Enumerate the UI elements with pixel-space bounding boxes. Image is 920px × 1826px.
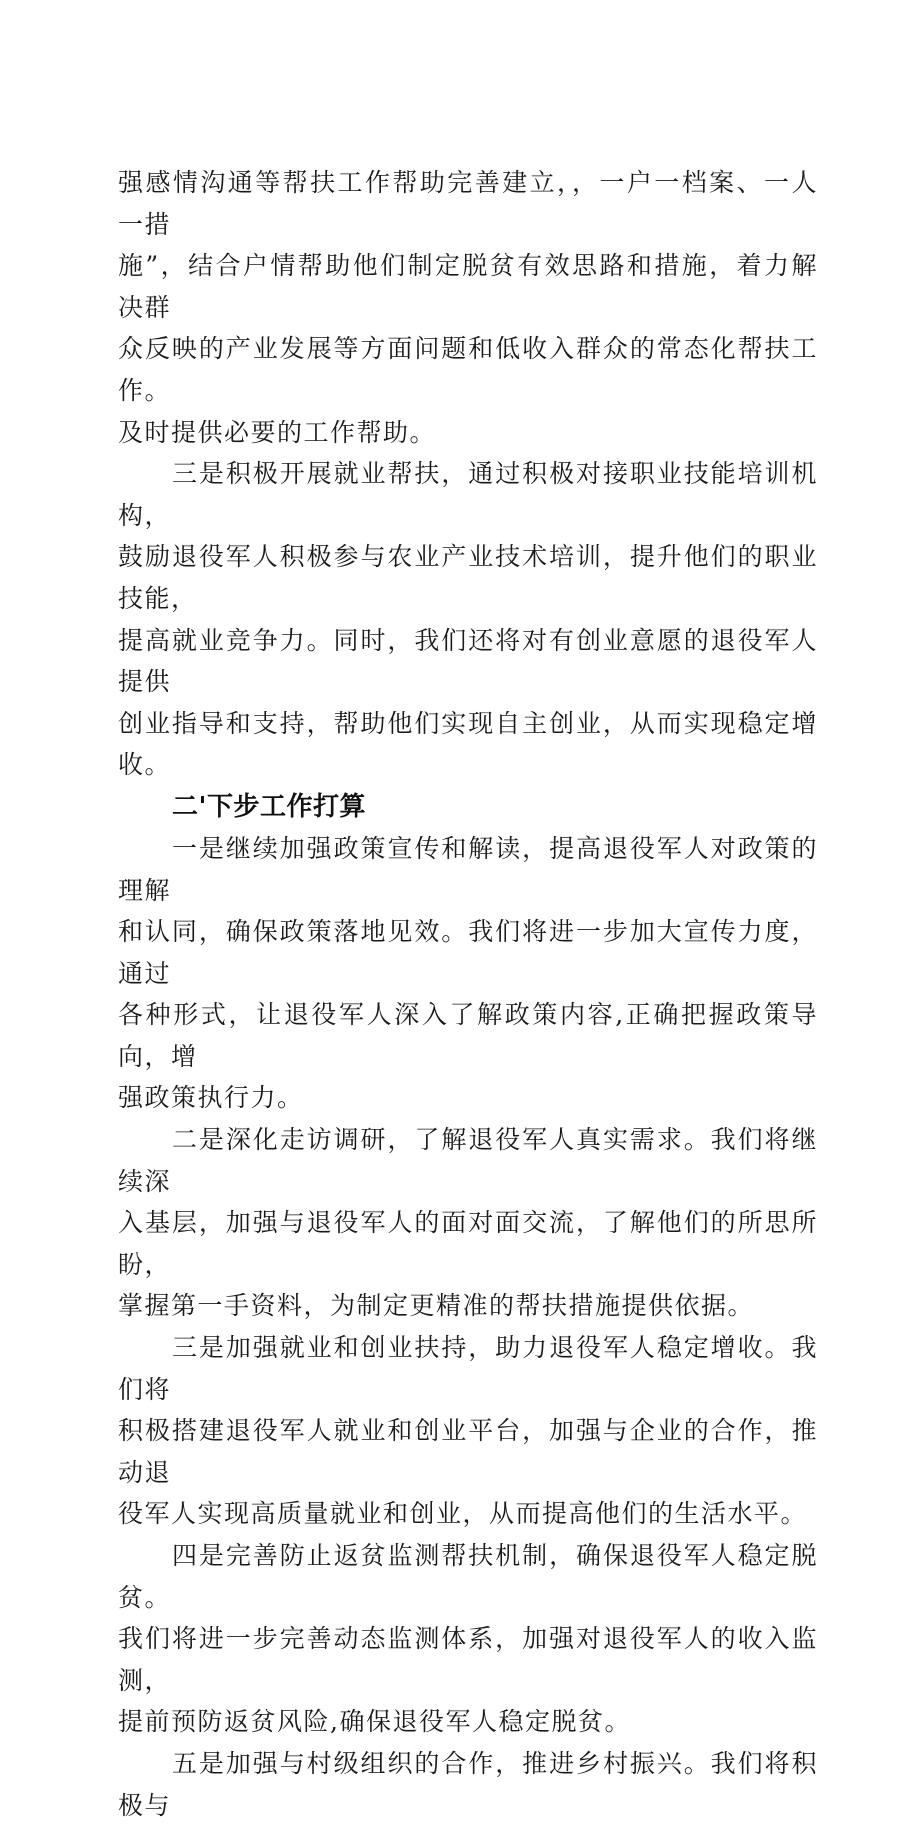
paragraph-village-cooperation: 五是加强与村级组织的合作，推进乡村振兴。我们将积极与 xyxy=(118,1748,818,1820)
paragraph-policy-promotion: 一是继续加强政策宣传和解读，提高退役军人对政策的理解 和认同，确保政策落地见效。我们将进一步加大宣传力度，通过 各种形式，让退役军人深入了解政策内容,正确把握政策导向，增 强政策执行力。 xyxy=(118,833,818,1113)
document-body xyxy=(118,162,818,1826)
paragraph-employment-assistance: 三是积极开展就业帮扶，通过积极对接职业技能培训机构， 鼓励退役军人积极参与农业产业技术培训，提升他们的职业技能， 提高就业竞争力。同时，我们还将对有创业意愿的退役军人提供 创业指导和支持，帮助他们实现自主创业，从而实现稳定增收。 xyxy=(118,459,818,780)
section-heading-next-steps: 二'下步工作打算 xyxy=(172,791,366,822)
paragraph-employment-support: 三是加强就业和创业扶持，助力退役军人稳定增收。我们将 积极搭建退役军人就业和创业平台，加强与企业的合作，推动退 役军人实现高质量就业和创业，从而提高他们的生活水平。 xyxy=(118,1333,818,1529)
paragraph-field-research: 二是深化走访调研，了解退役军人真实需求。我们将继续深 入基层，加强与退役军人的面对面交流，了解他们的所思所盼， 掌握第一手资料，为制定更精准的帮扶措施提供依据。 xyxy=(118,1125,818,1321)
paragraph-continuation: 强感情沟通等帮扶工作帮助完善建立，，一户一档案、一人一措 施”，结合户情帮助他们制定脱贫有效思路和措施，着力解决群 众反映的产业发展等方面问题和低收入群众的常态化帮扶工作。 及时提供必要的工作帮助。 xyxy=(118,168,818,447)
paragraph-poverty-monitoring: 四是完善防止返贫监测帮扶机制，确保退役军人稳定脱贫。 我们将进一步完善动态监测体系，加强对退役军人的收入监测， 提前预防返贫风险,确保退役军人稳定脱贫。 xyxy=(118,1541,818,1737)
